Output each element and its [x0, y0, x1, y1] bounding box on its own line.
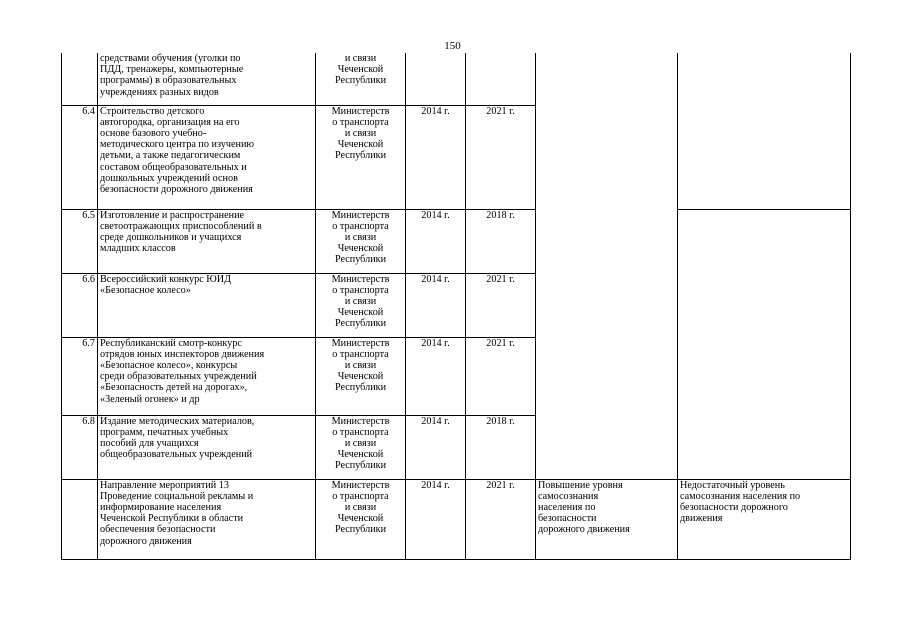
activity-name: средствами обучения (уголки по ПДД, тренажеры, компьютерные программы) в образовательных учреждениях разных видов — [98, 53, 316, 105]
start-year — [406, 53, 466, 105]
start-year: 2014 г. — [406, 273, 466, 337]
row-number: 6.5 — [62, 209, 98, 273]
end-year: 2021 г. — [466, 337, 536, 415]
consequence-cell — [678, 209, 851, 479]
row-number: 6.6 — [62, 273, 98, 337]
consequence: Недостаточный уровень самосознания населения по безопасности дорожного движения — [678, 479, 851, 559]
executor: Министерств о транспорта и связи Чеченской Республики — [316, 105, 406, 209]
expected-result-cell — [536, 53, 678, 479]
table-row — [62, 479, 851, 559]
start-year: 2014 г. — [406, 105, 466, 209]
activity-name: Республиканский смотр-конкурс отрядов юных инспекторов движения «Безопасное колесо», конкурсы среди образовательных учреждений «Безопасность детей на дорогах», «Зеленый огонек» и др — [98, 337, 316, 415]
activity-name: Всероссийский конкурс ЮИД «Безопасное колесо» — [98, 273, 316, 337]
page-number: 150 — [444, 40, 461, 52]
activities-table — [61, 53, 851, 560]
end-year: 2018 г. — [466, 209, 536, 273]
start-year: 2014 г. — [406, 209, 466, 273]
end-year: 2021 г. — [466, 273, 536, 337]
expected-result: Повышение уровня самосознания населения по безопасности дорожного движения — [536, 479, 678, 559]
executor: Министерств о транспорта и связи Чеченской Республики — [316, 209, 406, 273]
end-year — [466, 53, 536, 105]
row-number: 6.4 — [62, 105, 98, 209]
executor: Министерств о транспорта и связи Чеченской Республики — [316, 479, 406, 559]
table-row — [62, 53, 851, 105]
row-number: 6.8 — [62, 415, 98, 479]
activity-name: Строительство детского автогородка, организация на его основе базового учебно- методического центра по изучению детьми, а также педагогическим составом общеобразовательных и дошкольных учреждений основ безопасности дорожного движения — [98, 105, 316, 209]
executor: Министерств о транспорта и связи Чеченской Республики — [316, 273, 406, 337]
activity-name: Изготовление и распространение светоотражающих приспособлений в среде дошкольников и учащихся младших классов — [98, 209, 316, 273]
row-number — [62, 53, 98, 105]
executor: и связи Чеченской Республики — [316, 53, 406, 105]
row-number — [62, 479, 98, 559]
end-year: 2018 г. — [466, 415, 536, 479]
end-year: 2021 г. — [466, 105, 536, 209]
start-year: 2014 г. — [406, 479, 466, 559]
start-year: 2014 г. — [406, 337, 466, 415]
activity-name: Направление мероприятий 13 Проведение социальной рекламы и информирование населения Чеченской Республики в области обеспечения безопасности дорожного движения — [98, 479, 316, 559]
consequence-cell — [678, 53, 851, 209]
executor: Министерств о транспорта и связи Чеченской Республики — [316, 337, 406, 415]
table-row — [62, 209, 851, 273]
activity-name: Издание методических материалов, программ, печатных учебных пособий для учащихся общеобразовательных учреждений — [98, 415, 316, 479]
row-number: 6.7 — [62, 337, 98, 415]
start-year: 2014 г. — [406, 415, 466, 479]
executor: Министерств о транспорта и связи Чеченской Республики — [316, 415, 406, 479]
end-year: 2021 г. — [466, 479, 536, 559]
